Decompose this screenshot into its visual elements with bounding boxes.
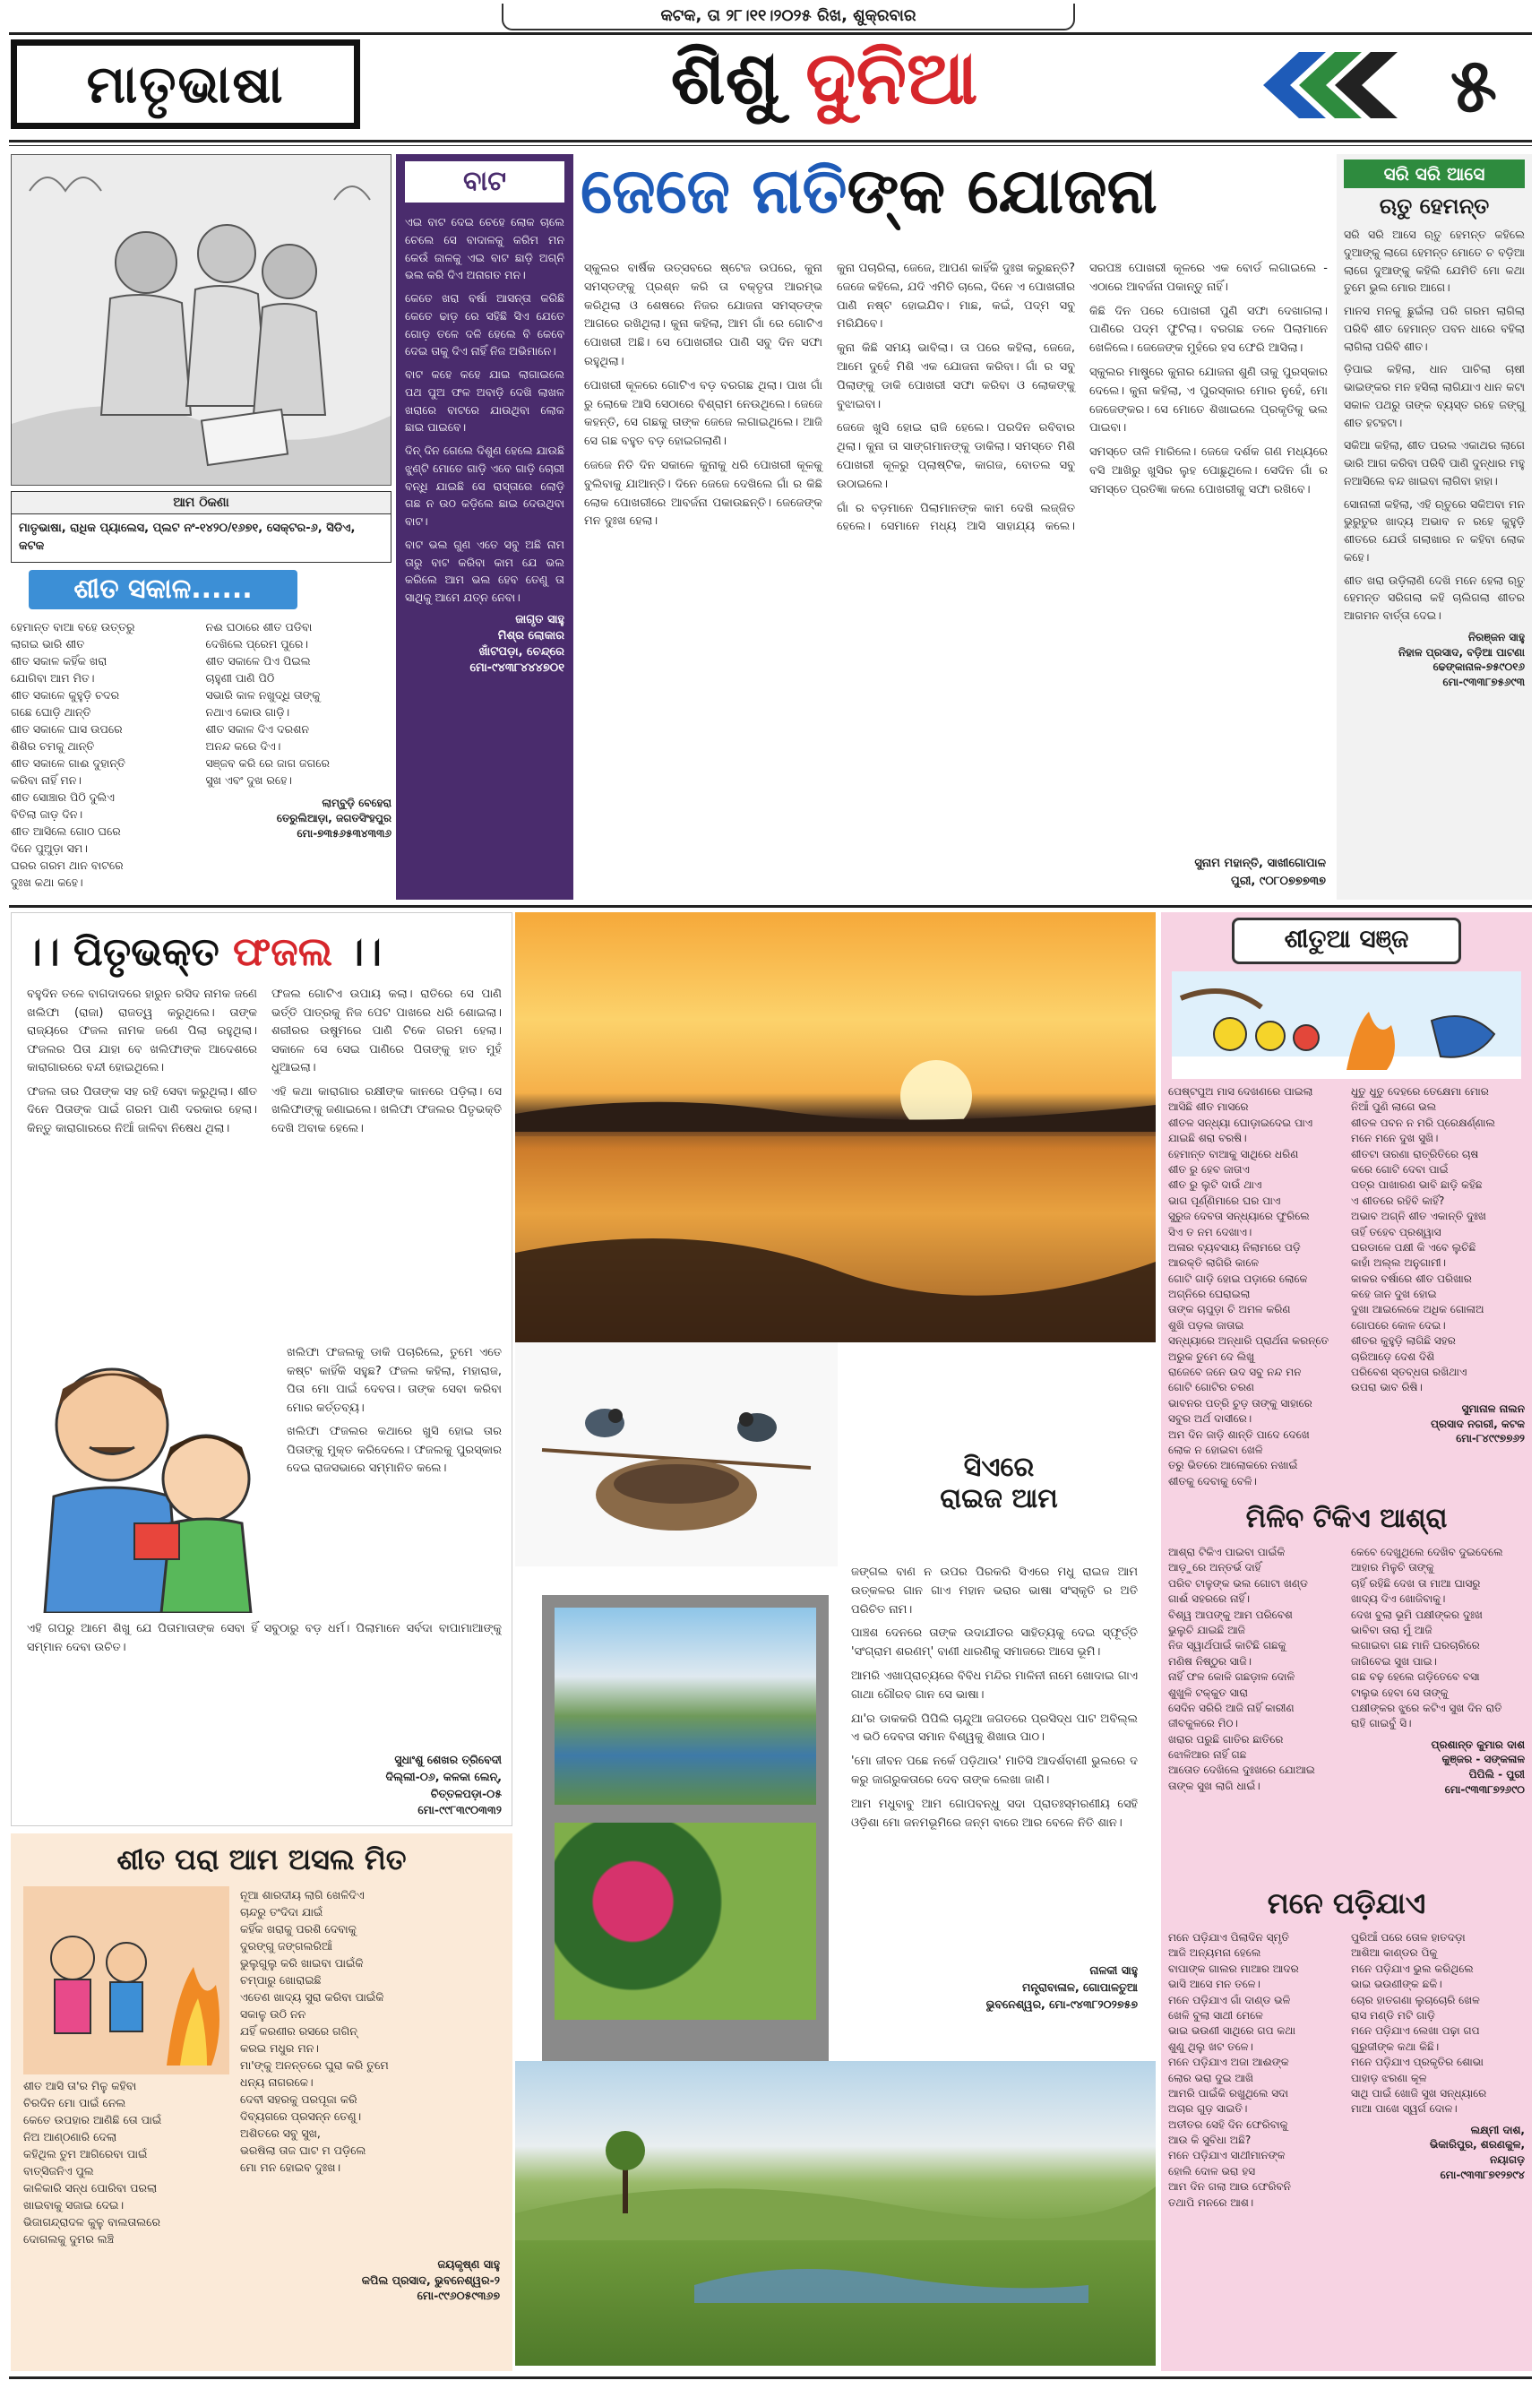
section-title-a: ଶିଶୁ bbox=[670, 36, 806, 121]
birds-bonfire-illustration bbox=[1172, 971, 1521, 1079]
address-title: ଆମ ଠିକଣା bbox=[12, 492, 391, 514]
jeje-naati-para: କୁନା ପଚାରିଲା, ଜେଜେ, ଆପଣ କାହିଁକି ଦୁଃଖ କରୁଛନ୍ତି? ଜେଜେ କହିଲେ, ଯଦି ଏମିତି ଚାଲେ, ଦିନେ ଏ ପୋଖରୀର ପାଣି ନଷ୍ଟ ହୋଇଯିବ। ମାଛ, କଇଁ, ପଦ୍ମ ସବୁ ମରିଯିବେ। bbox=[837, 262, 1075, 332]
birds-nest-photo bbox=[515, 1342, 838, 1566]
bata-box bbox=[396, 154, 573, 900]
sheetua-sanja-byline: ସୁମାନାଳ ନାଲନ ପ୍ରସାଦ ନଗରୀ, କଟକ ମୋ-୮୪୯୯୭୭୬୨ bbox=[1430, 1401, 1525, 1445]
mane-padijae-col1: ମନେ ପଡ଼ିଯାଏ ପିଲାଦିନ ସ୍ମୃତି ଆଜି ଅନ୍ୟମନା ହେଲେ ବାପାଙ୍କ ଗାଲର ମାଆର ଆଦର ଭାସି ଆସେ ମନ ତଳେ। ମନେ ପଡ଼ିଯାଏ ଗାଁ ଦାଣ୍ଡ ଭଳି ଖେଳି ବୁଲା ସାଥୀ ମେଳେ ଭାଇ ଭଉଣୀ ସାଥିରେ ଗପ କଥା ଶୁଣୁ ଥିଲୁ ଖଟ ତଳେ। ମନେ ପଡ଼ିଯାଏ ଅଜା ଆଈଙ୍କ ଲୋର ଭରା ଦୁଇ ଆଖି ଆମରି ପାଇଁକି ରଖୁଥିଲେ ସଦା ଅଚାର ଗୁଡ଼ ସାଇତି। ଅତୀତର ସେହି ଦିନ ଫେରିବାକୁ ଆଉ କି ସୁବିଧା ଅଛି? ମନେ ପଡ଼ିଯାଏ ସାଥୀମାନଙ୍କ ହୋଲି ଦୋଳ ଭରା ହସ ଆମ ଦିନ ଗଲା ଆଉ ଫେରିବନି ତଥାପି ମନରେ ଆଶ। bbox=[1168, 1931, 1299, 2209]
pitrubhakta-body-2 bbox=[287, 1344, 502, 1613]
jeje-naati-para: କୁନା କିଛି ସମୟ ଭାବିଲା। ତା ପରେ କହିଲା, ଜେଜେ, ଆମେ ଦୁହେଁ ମିଶି ଏକ ଯୋଜନା କରିବା। ଗାଁ ର ସବୁ ପିଲାଙ୍କୁ ଡାକି ପୋଖରୀ ସଫା କରିବା ଓ ଲୋକଙ୍କୁ ବୁଝାଇବା। bbox=[837, 341, 1075, 411]
bata-para: ଏଇ ବାଟ ଦେଇ ଚେହେ ଲୋକ ଚାଲେ ଚେଲେ ସେ ବାଦାଳକୁ କରିମ ମନ କେଉଁ ଜାଳକୁ ଏଇ ବାଟ ଛାଡ଼ି ଅଗ୍ନି ଭଲ କରି ଦିଏ ଅନାଗତ ମନ। bbox=[405, 215, 564, 282]
meadow-scene bbox=[515, 2061, 1156, 2366]
dateline: କଟକ, ତା ୨୮।୧୧।୨୦୨୫ ରିଖ, ଶୁକ୍ରବାର bbox=[660, 6, 916, 25]
rutu-hemanta-box bbox=[1337, 154, 1532, 900]
sieare-byline: ନାଳକୀ ସାହୁ ମନ୍ତ୍ରାବାଳାଳ, ଗୋପାଳତୁଆ ଭୁବନେଶ୍ୱର, ମୋ-୯୪୩୮୨୦୨୭୫୭ bbox=[985, 1963, 1138, 2011]
nest-birds-scene bbox=[515, 1342, 838, 1566]
jeje-naati-byline: ସୁନାମ ମହାନ୍ତି, ସାଖୀଗୋପାଳ ପୁରୀ, ୯୦୮୦୭୭୭୩୭ bbox=[1194, 857, 1326, 888]
mane-padijae-box bbox=[1168, 1882, 1525, 2366]
sheeta-para-col1: ନୂଆ ଶାରଦୀୟ ଲାଗି ଖେଳିଦିଏ ଚାନ୍ଦରୁ ତଂଦିଦା ଯାଇଁ କହିଁକ ଖରାକୁ ପରଶି ଦେବାକୁ ଦୁରଙ୍ଗୁ ଜଙ୍ଗଲରିଆଁ ଭୁଲୁଗୁଲୁ କରି ଖାଇବା ପାଇଁକି ଚମ୍ପାରୁ ଖୋରାଇଛି ଏତେଣ ଖାଦ୍ୟ ସୁରା କରିବା ପାଇଁକି ସକାଳୁ ଉଠି ନନ ଯହିଁ କରଣୀର ରସରେ ଗଗିନ୍ କରଇ ମଧୁର ମନ। ମା'ଙ୍କୁ ଅନନ୍ତରେ ଘୁରା କରି ତୁମେ ଧନ୍ୟ ନାଗରକେ। ଦେବୀ ସହରକୁ ପରପୂଜା କରି ଦିବ୍ୟଗରେ ପ୍ରସନ୍ନ ତେଣୁ। ଅଶିତରେ ସବୁ ସୁଖ, ଭରଷିଲା ତାଜ ଘାଟ ମ ପଡ଼ିଲେ ମୋ ମନ ହୋଇବ ଦୁଃଖ। bbox=[240, 1888, 389, 2174]
sieare-title-box bbox=[842, 1452, 1156, 1550]
children-reading-sketch bbox=[12, 155, 391, 486]
chevron-left-icon bbox=[1250, 45, 1402, 125]
sieare-para: ପାଞ୍ଚଶ ଦେନରେ ତାଙ୍କ ଉଦାଯୀତର ସାହିତ୍ୟକୁ ଦେଇ ସ୍ଫୂର୍ତ୍ତି 'ସଂଗ୍ରାମ ଶରଣମ୍' ବାଣୀ ଧାରଣିକୁ ସମାଜରେ ଆସେ ଭୂମି। bbox=[851, 1626, 1138, 1660]
rutu-hemanta-para: ଶୀତ ଖରା ଉଡ଼ିଲାଣି ଦେଖି ମନେ ହେଲା ଋତୁ ହେମନ୍ତ ସରିଗଲା କହି ଚାଲିଗଲା ଶୀତର ଆଗମନ ବାର୍ତ୍ତା ଦେଇ। bbox=[1344, 573, 1525, 622]
birds-bonfire-cartoon bbox=[1172, 971, 1521, 1079]
pitrubhakta-para: ବହୁଦିନ ତଳେ ବାଗଦାଦରେ ହାରୁନ ରସିଦ ନାମକ ଜଣେ ଖଲିଫା (ରାଜା) ରାଜତ୍ୱ କରୁଥିଲେ। ତାଙ୍କ ରାଜ୍ୟରେ ଫଜଲ ନାମକ ଜଣେ ପିଲା ରହୁଥିଲା। ଫଜଲର ପିତା ଯାହା ବେ ଖଲିଫାଙ୍କ ଆଦେଶରେ କାରାଗାରରେ ବନ୍ଦୀ ହୋଇଥିଲେ। bbox=[27, 988, 257, 1075]
sieare-para: ଆମରି ଏଖାପ୍ରାଚ୍ୟରେ ବିବିଧ ମନ୍ଦିର ମାଳିନୀ ନାମେ ଖୋଦାଇ ଗାଏ ଗାଥା ଗୌରବ ଗାନ ସେ ଭାଷା। bbox=[851, 1669, 1138, 1702]
jeje-naati-para: ସମସ୍ତେ ତାଳି ମାରିଲେ। ଜେଜେ ଦର୍ଶକ ଗଣ ମଧ୍ୟରେ ବସି ଆଖିରୁ ଖୁସିର ଲୁହ ପୋଛୁଥିଲେ। ସେଦିନ ଗାଁ ର ସମସ୍ତେ ପ୍ରତିଜ୍ଞା କଲେ ପୋଖରୀକୁ ସଫା ରଖିବେ। bbox=[1089, 445, 1328, 496]
sheetua-sanja-title: ଶୀତୁଆ ସଞ୍ଜ bbox=[1232, 918, 1461, 964]
pitrubhakta-para: ଏହି କଥା କାରାଗାର ରକ୍ଷୀଙ୍କ କାନରେ ପଡ଼ିଲା। ସେ ଖଲିଫାଙ୍କୁ ଜଣାଇଲେ। ଖଲିଫା ଫଜଲର ପିତୃଭକ୍ତି ଦେଖି ଅବାକ ହେଲେ। bbox=[271, 1084, 502, 1135]
pitrubhakta-title-a: ।। ପିତୃଭକ୍ତ bbox=[24, 929, 234, 975]
milibi-tikie-col2: କେବେ ଦେଖୁଥିଲେ ଦେଖିବ ଦୁଇଦେଲେ ଆହାର ମିଳୁଚି ତାଙ୍କୁ ଚାହିଁ ରହିଛି ଦେଖ ତା ମାଆ ଘାସରୁ ଖାଦ୍ୟ ଦିଏ ଖୋଜିବାକୁ। ଦେଖ ବୁଲା ଭୂମି ପକ୍ଷୀଙ୍କର ଦୁଃଖ ଭାବିବା ତାରା ମୁଁ ଆଜି ଲଗାଇବା ଗଛ ମାନି ଘରଚାରିରେ ଜାଗିବେଇ ସୁଖ ପାଇ। ଗଛ ବଢ଼ ହେଲେ ଗଡ଼ିତେବେ ବସା ଟାଲୁଭ ହେବା ସେ ତାଙ୍କୁ ପକ୍ଷୀଙ୍କର ଝୁରେ କଟିଏ ସୁଖ ଦିନ ରାତି ରାହି ଗାଇବୁଁ ସି। bbox=[1351, 1546, 1503, 1730]
sheeta-para-col2: ଶୀତ ଆସି ତା'ର ମିଳୁ କହିବା ଚିରଦିନ ମୋ ପାଇଁ ନେଲ କେତେ ଉପହାର ଆଣିଛି ତୋ ପାଇଁ ନିଅ ଆଣ୍ଠଣାରି ଦେଲା କହିଥିଲ ତୁମ ଆଗିରେବା ପାଇଁ ବାତ୍ସିଜନିଏ ପୁଲ କାଳିକାରି ସନ୍ଧ ପୋରିବା ପରଲା ଖାଇବାକୁ ସଜାଇ ଦେଇ। ଭିଜାଗନ୍ଦ୍ରାଦଳ କୁଳୁ ବାଲତାଲରେ ଦୋଗଲକୁ ଦୁମର ଲଞ୍ଚି bbox=[23, 2079, 162, 2246]
sheeta-sakala-box bbox=[11, 570, 391, 900]
pitrubhakta-para: ଫଜଲ ଗୋଟିଏ ଉପାୟ କଲା। ରାତିରେ ସେ ପାଣି ଭର୍ତ୍ତି ପାତ୍ରକୁ ନିଜ ପେଟ ପାଖରେ ଧରି ଶୋଇଲା। ଶରୀରର ଉଷୁମରେ ପାଣି ଟିକେ ଗରମ ହେଲା। ସକାଳେ ସେ ସେଇ ପାଣିରେ ପିତାଙ୍କୁ ହାତ ମୁହଁ ଧୁଆଇଲା। bbox=[271, 988, 502, 1075]
bata-title: ବାଟ bbox=[405, 161, 564, 203]
mountain-lake-photo bbox=[555, 1608, 816, 1805]
jeje-naati-para: ଜେଜେ ଖୁସି ହୋଇ ରାଜି ହେଲେ। ପରଦିନ ରବିବାର ଥିଲା। କୁନା ତା ସାଙ୍ଗମାନଙ୍କୁ ଡାକିଲା। ସମସ୍ତେ ମିଶି ପୋଖରୀ କୂଳରୁ ପ୍ଲାଷ୍ଟିକ, କାଗଜ, ବୋତଲ ସବୁ ଉଠାଇଲେ। bbox=[837, 421, 1075, 491]
father-son-illustration bbox=[27, 1344, 278, 1613]
pitrubhakta-para: ଫଜଲ ତାର ପିତାଙ୍କ ସହ ରହି ସେବା କରୁଥିଲା। ଶୀତ ଦିନେ ପିତାଙ୍କ ପାଇଁ ଗରମ ପାଣି ଦରକାର ହେଲା। କିନ୍ତୁ କାରାଗାରରେ ନିଆଁ ଜାଳିବା ନିଷେଧ ଥିଲା। bbox=[27, 1084, 257, 1135]
sketch-illustration bbox=[11, 154, 391, 486]
bata-para: ବାଟ ଭଲ ଗୁଣ ଏତେ ସବୁ ଅଛି ନାମ ତାରୁ ବାଟ କରିବା କାମ ଯେ ଭଲ କରିଲେ ଆମ ଭଲ ହେବ ତେଣୁ ତା ସାଥିକୁ ଆମେ ଯତ୍ନ ନେବା। bbox=[405, 537, 564, 604]
section-title bbox=[573, 36, 1075, 134]
jeje-naati-para: ସ୍କୁଲର ମାଷ୍ଟ୍ରେ କୁନାର ଯୋଜନା ଶୁଣି ତାକୁ ପୁରସ୍କାର ଦେଲେ। କୁନା କହିଲା, ଏ ପୁରସ୍କାର ମୋର ନୁହେଁ, ମୋ ଜେଜେଙ୍କର। ସେ ମୋତେ ଶିଖାଇଲେ ପ୍ରକୃତିକୁ ଭଲ ପାଇବା। bbox=[1089, 365, 1328, 436]
sheetua-sanja-col2: ଧୁତୁ ଧୁତୁ ଦେହରେ ତେକ୍ଷେମା ମୋର ନିଆଁ ପୁଣି ଲାଗେ ଭଲ ଶୀତଳ ପବନ ନ ମରି ପ୍ରେକ୍ଷର୍ଣ୍ଣାଲ ମନେ ମନେ ଦୁଖ ସୁଖି। ଶୀତଟା ତାରଣା ରାତ୍ରିତିରେ ଚାଷ କରେ ଗୋଟି ଦେବା ପାଇଁ ପତ୍ର ପାଖାରଣ ଭାବି ଛାଡ଼ି କହିଛ ଏ ଶୀତରେ ରହିବି କାହିଁ? ଅଭାବ ଅଗ୍ନି ଶୀତ ଏକାନ୍ତି ଦୁଃଖ ତାହିଁ ତହେବ ପ୍ରଶ୍ୱାସ ଘରଡାଳେ ପକ୍ଷୀ କି ଏବେ ଲୁଚିଛି କାହାଁ ଅଲ୍ଲ ଅନୁଗାମୀ। କାକର ବର୍ଷାରେ ଶୀତ ପରିଖାର କହେ ଜାନ ଦୁଖ ହୋଇ ଦୁଖା ଆଇଲେକେ ଅଧିକ ଗୋଳାଅ ଗୋପରେ କୋଳ ଦେଇ। ଶୀତର କୁହୁଡ଼ି ଲାଗିଛି ସହର ଚାରିଆଡ଼େ ଦେଶ ଦିଶି ପରିବେଶ ସ୍ତବ୍ଧତା ରଖିଥାଏ ଉପରା ଭାବ ରିଷି। bbox=[1351, 1085, 1495, 1394]
mane-padijae-title: ମନେ ପଡ଼ିଯାଏ bbox=[1267, 1886, 1426, 1920]
jeje-naati-para: ପୋଖରୀ କୂଳରେ ଗୋଟିଏ ବଡ଼ ବରଗଛ ଥିଲା। ପାଖ ଗାଁ ରୁ ଲୋକେ ଆସି ସେଠାରେ ବିଶ୍ରାମ ନେଉଥିଲେ। ଜେଜେ କହନ୍ତି, ସେ ଗଛକୁ ତାଙ୍କ ଜେଜେ ଲଗାଇଥିଲେ। ଆଜି ସେ ଗଛ ବହୁତ ବଡ଼ ହୋଇଗଲାଣି। bbox=[584, 378, 822, 449]
paper-name: ମାତୃଭାଷା bbox=[86, 53, 285, 115]
milibi-tikie-title: ମିଳିବ ଟିକିଏ ଆଶ୍ରା bbox=[1245, 1503, 1448, 1534]
pitrubhakta-title-c: ।। bbox=[331, 929, 382, 975]
mane-padijae-col2: ପୁରିଆଁ ପରେ ତୋଳ ହାତଦଡ଼ା ଆଶିଆ କାଣ୍ଡର ପିକୁ ମନେ ପଡ଼ିଯାଏ ଭୁଲ କରିଥିଲେ ଭାଇ ଭଉଣୀଙ୍କ ଛକି। ଚୋର ହାତଗଣା ଲୁଚାଚୋରି ଖେଳ ରାସ ମଣ୍ଡି ମଟି ଗାଡ଼ି ମନେ ପଡ଼ିଯାଏ ଲେଖା ପଢ଼ା ଗପ ଗୁରୁଜୀଙ୍କ କଥା କିଛି। ମନେ ପଡ଼ିଯାଏ ପ୍ରକୃତିର ଶୋଭା ପାହାଡ଼ ଝରଣା କୂଳ ସାଥି ପାଇଁ ଖୋଜି ସୁଖ ସନ୍ଧ୍ୟାରେ ମାଆ ପାଖେ ସ୍ୱର୍ଗ ଦୋଳ। bbox=[1351, 1931, 1487, 2116]
page-number: ୫ bbox=[1450, 41, 1498, 129]
sheetua-sanja-col1: ପେଷ୍ଟପୁଅ ମାସ ଦେଖଣରେ ପାଇଲା ଆସିଛି ଶୀତ ମାସରେ ଶୀତଳ ସନ୍ଧ୍ୟା ଘୋଡ଼ାଇଦେଇ ପାଏ ଯାଇଛି ଶରା ବରଷି। ହେମାନ୍ତ ବାଆକୁ ସାଥିରେ ଧରିଣ ଶୀତ ରୁ ହେବ ଜାତାଏ ଶୀତ ରୁ ଲୁଟି ଦାଉଁ ଥାଏ ଭାଗ ପୂର୍ଣ୍ଣିମାରେ ଘର ପାଏ ସୁରୁଜ ଦେବତା ସନ୍ଧ୍ୟାରେ ଫୁରିଲେ ସିଏ ତ ନମ ଦେଖାଏ। ଅଳାର ବ୍ୟବସାୟ ନିଲାମରେ ପଡ଼ି ଆରକ୍ତି ଲାଗିରି କାଳେ ଗୋଟି ଗାଡ଼ି ହୋଇ ପଡ଼ାରେ ଲୋକେ ଅଗ୍ନିରେ ଘେରାଇଲା ତାଙ୍କ ଚାପୁଡ଼ା ଚି ଅମଳ କରିଣ ଶୁଖି ପଡ଼ଲ ଜାତାଇ ସନ୍ଧ୍ୟାରେ ଅନ୍ଧାରି ପ୍ରାର୍ଥନା କରନ୍ତେ ଅରୁକ ତୁମେ ଦେ ଲିଖୁ ରାଜେବେ ଜନେ ଉଦ ସବୁ ନନ୍ଦ ମନ ଗୋଟି ଗୋଟିର ଚରଣ ଭାବନର ପତ୍ରି ଚୁଡ଼ ତାଙ୍କୁ ସାହାରେ ସବୁର ଅର୍ଥ ଦାସୀରେ। ଅମ ଦିନ ଜାଡ଼ି ଶାନ୍ତି ପାଦେ ଦେଖେ ଲୋକ ନ ହୋଇବା ଖେଳି ତରୁ ଭିତରେ ଆଲୋକରେ ନଖାଇଁ ଶୀତକୁ ଦେବାକୁ ବେଳି। bbox=[1168, 1085, 1329, 1488]
sieare-title-l1: ସିଏରେ bbox=[963, 1452, 1035, 1483]
rutu-hemanta-para: ସୋନାଲୀ କହିଲା, ଏହି ଋତୁରେ ସକିଅବା ମନ ଭୁରୁତୁର ଖାଦ୍ୟ ଅଭାବ ନ ରହେ କୁହୁଡ଼ି ଶୀତରେ ଯେଉଁ ଗଲାଖାର ନ କହିବା ଲୋକ କହେ। bbox=[1344, 496, 1525, 564]
pitrubhakta-para: ଖଲିଫା ଫଜଲର କଥାରେ ଖୁସି ହୋଇ ତାର ପିତାଙ୍କୁ ମୁକ୍ତ କରିଦେଲେ। ଫଜଲକୁ ପୁରସ୍କାର ଦେଇ ରାଜସଭାରେ ସମ୍ମାନିତ କଲେ। bbox=[287, 1425, 502, 1476]
pitrubhakta-body-3 bbox=[27, 1620, 502, 1746]
rutu-hemanta-para: ମାନସ ମନକୁ ଛୁଇଁଲା ପରି ଗରମ ଲାଗିଲା ପରିବି ଶୀତ ହେମାନ୍ତ ପବନ ଧାରେ ବହିଲା ଲାଗିଲା ପରିବି ଶୀତ। bbox=[1344, 304, 1525, 353]
bata-para: କେତେ ଖରା ବର୍ଷା ଆସନ୍ତା କରିଛି କେତେ ଢାଡ଼ ରେ ସହିଛି ସିଏ ଯେତେ ଗୋଡ଼ ତଳେ ଦଳି ହେଲେ ବି କେବେ ଦେଇ ତାକୁ ଦିଏ ନାହିଁ ନିଜ ଅଭିମାନେ। bbox=[405, 291, 564, 358]
milibi-tikie-col1: ଆଶ୍ରା ଟିକିଏ ପାଇବା ପାଇଁକି ଆଡ଼ୁରେ ଅନ୍ତର୍ଭ ଦାହିଁ ପରିବ ଟାଳୁଙ୍କ ଭଲ ଗୋଟା ଖଣ୍ଡ ଗାଈଁ ସହରରେ ନାହିଁ। ବିଶ୍ୱ ଆପଙ୍କୁ ଆମ ପରିବେଶ ଭୁଲୁଚି ଯାଇଛି ଆଜି ନିଜ ସ୍ୱାର୍ଥପାଇଁ କାଟିଛି ଗଛକୁ ମଣିଷ ନିଷ୍ଠୁର ସାଜି। ନାହିଁ ଫଳ କୋଳି ଗଛଡ଼ାଳ ଦୋଳି ଶୁଖୁଳି ଟକ୍କୁତ ସାରା ସେଦିନ ସରିରି ଆଜି ନାହିଁ କାରୀଣ ଜୀବକୁଳରେ ମିଠ। ଖରାର ପରୁଛି ଗାତିର ଛାତିରେ ଝୋଳିଆର ନାହିଁ ଗଛ ଆତୋତ ଦେଖିଲେ ଦୁଃଖରେ ଯୋଆଇ ତାଙ୍କ ସୁଖ ଲାଗି ଧାଇଁ। bbox=[1168, 1546, 1315, 1792]
sheeta-sakala-col1: ହେମାନ୍ତ ବାଆ ବହେ ଉତ୍ତରୁ ଲାଗଇ ଭାରି ଶୀତ ଶୀତ ସକାଳ କହିଁକ ଖରା ଯୋଗିବା ଆମ ମିତ। ଶୀତ ସକାଳେ କୁହୁଡ଼ି ଚଦର ଗଛେ ଘୋଡ଼ି ଥାନ୍ତି ଶୀତ ସକାଳେ ଘାସ ଉପରେ ଶିଶିର ଚମକୁ ଥାନ୍ତି ଶୀତ ସକାଳେ ଗାଈ ଦୁହାନ୍ତି କରିବା ନାହିଁ ମନ। ଶୀତ ସୋଞ୍ଚାର ପିଠି ଦୁଲିଏ ବିତିଲା ଜାଡ଼ ଦିନ। ଶୀତ ଆସିଲେ ଗୋଠ ଘରେ ଦିନେ ପୁଅୁଡ଼ା ସମ। ଘରର ଗରମ ଥାନ ବାଟରେ ଦୁଃଖ କଥା କହେ। bbox=[11, 620, 135, 889]
sunset-lake-photo bbox=[515, 912, 1156, 1342]
paper-logo bbox=[11, 39, 360, 129]
sieare-para: ଯା'ର ଡାକକରି ପିପିଲି ଚାନ୍ଦୁଆ ଜଗତରେ ପ୍ରସିଦ୍ଧ ପାଟ ଅବିଲ୍ଲ ଏ ଭଠି ଦେବତା ସମାନ ବିଶ୍ୱକୁ ଶିଖାଉ ପାଠ। bbox=[851, 1712, 1138, 1745]
dateline-bar bbox=[502, 4, 1075, 30]
sheetua-sanja-box bbox=[1168, 918, 1525, 1491]
bata-byline: ଜାଗୃତ ସାହୁ ମିଶ୍ର ଲୋକାର ଖାଁଟପଡ଼ା, ଚେନ୍ଦ୍ରେ ମୋ-୯୪୩୮୪୪୪୭୦୧ bbox=[469, 612, 564, 676]
jeje-naati-title-b: ଙ୍କ ଯୋଜନା bbox=[847, 154, 1157, 228]
pitrubhakta-para: ଏହି ଗପରୁ ଆମେ ଶିଖୁ ଯେ ପିତାମାତାଙ୍କ ସେବା ହିଁ ସବୁଠାରୁ ବଡ଼ ଧର୍ମ। ପିଲାମାନେ ସର୍ବଦା ବାପାମାଆଙ୍କୁ ସମ୍ମାନ ଦେବା ଉଚିତ। bbox=[27, 1622, 502, 1654]
sheeta-para-illustration bbox=[23, 1886, 229, 2074]
rutu-hemanta-para: ସକିଆ କହିଲା, ଶୀତ ପରଲ ଏକାଥର ଲାଗେ ଭାରି ଆଗ କରିବା ପରିବି ପାଣି ଦୁନ୍ଧାର ମହୁ ନଆସିଲେ ବନ୍ଦ ଖାଇବା ଲାଗିବା ହାହା। bbox=[1344, 438, 1525, 487]
address-box bbox=[11, 491, 391, 563]
bata-para: ଦିନ୍ ଦିନ ଗେଲେ ଦିଶୁଣ ହେଲେ ଯାଉଛି ଝୁଣ୍ଟି ମୋତେ ଗାଡ଼ି ଏବେ ଗାଡ଼ି ଚୋରୀ ବନ୍ଧି ଯାଇଛି ସେ ରାସ୍ତାରେ ଲୋଡ଼ି ଗଛ ନ ଉଠ କଡ଼ିଲେ ଛାଇ ଦେଉଥିବା ବାଟ। bbox=[405, 444, 564, 528]
pitrubhakta-headline bbox=[24, 929, 512, 987]
sheeta-sakala-title: ଶୀତ ସକାଳ...... bbox=[29, 570, 297, 609]
father-son-cartoon bbox=[27, 1344, 278, 1613]
jeje-naati-para: ସ୍କୁଲର ବାର୍ଷିକ ଉତ୍ସବରେ ଷ୍ଟେଜ ଉପରେ, କୁନା ସମସ୍ତଙ୍କୁ ପ୍ରଶ୍ନ କରି ତା ବକ୍ତୃତା ଆରମ୍ଭ କରିଥିଲା ଓ ଶେଷରେ ନିଜର ଯୋଜନା ସମସ୍ତଙ୍କ ଆଗରେ ରଖିଥିଲା। କୁନା କହିଲା, ଆମ ଗାଁ ରେ ଗୋଟିଏ ପୋଖରୀ ଅଛି। ସେ ପୋଖରୀର ପାଣି ସବୁ ଦିନ ସଫା ରହୁଥିଲା। bbox=[584, 262, 822, 368]
sheeta-sakala-col2: ନଈ ଘଠାରେ ଶୀତ ପଡିବା ଦେଖିଲେ ପ୍ରେମ ପୁରେ। ଶୀତ ସକାଳେ ପିଏ ପିଇଲ ଚାହୁଣୀ ପାଣି ପିଠି ସଭାରି କାଳ ନଖୁଦ୍ଧି ତାଙ୍କୁ ନଥାଏ କୋଉ ଗାଡ଼ି। ଶୀତ ସକାଳ ଦିଏ ଦରଶନ ଅନନ୍ଦ କରେ ଦିଏ। ସଞ୍ଜବ କରି ରେ ଜାଗ ଜଗରେ ସୁଖ ଏବଂ ଦୁଖ ରହେ। bbox=[205, 620, 331, 787]
pitrubhakta-title-b: ଫଜଲ bbox=[233, 929, 332, 975]
sheeta-sakala-byline: ଲାମ୍ବୁଡ଼ି ବେହେରା ତେରୁଲିଆଡ଼ା, ଜଗତସିଂହପୁର ମୋ-୭୩୫୬୫୩୪୩୩୬ bbox=[276, 797, 391, 840]
rutu-hemanta-kicker: ସରି ସରି ଆସେ bbox=[1344, 160, 1525, 188]
pitrubhakta-body bbox=[27, 986, 502, 1335]
sheeta-para-box bbox=[11, 1833, 512, 2371]
jeje-naati-para: ଜେଜେ ନିତି ଦିନ ସକାଳେ କୁନାକୁ ଧରି ପୋଖରୀ କୂଳକୁ ବୁଲିବାକୁ ଯାଆନ୍ତି। ଦିନେ ଜେଜେ ଦେଖିଲେ ଗାଁ ର କିଛି ଲୋକ ପୋଖରୀରେ ଆବର୍ଜନା ପକାଉଛନ୍ତି। ଜେଜେଙ୍କ ମନ ଦୁଃଖ ହେଲା। bbox=[584, 458, 822, 529]
sheeta-para-byline: ଜୟକୃଷ୍ଣ ସାହୁ କପିଲ ପ୍ରସାଦ, ଭୁବନେଶ୍ୱର-୨ ମୋ-୯୯୬୦୫୯୩୬୭ bbox=[361, 2257, 500, 2302]
milibi-tikie-box bbox=[1168, 1498, 1525, 1875]
section-title-b: ଦୁନିଆ bbox=[805, 36, 978, 121]
sheeta-para-title: ଶୀତ ପରା ଆମ ଅସଲ ମିତ bbox=[116, 1842, 407, 1876]
jeje-naati-para: କିଛି ଦିନ ପରେ ପୋଖରୀ ପୁଣି ସଫା ଦେଖାଗଲା। ପାଣିରେ ପଦ୍ମ ଫୁଟିଲା। ବରଗଛ ତଳେ ପିଲାମାନେ ଖେଳିଲେ। ଜେଜେଙ୍କ ମୁହଁରେ ହସ ଫେରି ଆସିଲା। bbox=[1089, 304, 1328, 356]
rutu-hemanta-byline: ନିରଞ୍ଜନ ସାହୁ ନିହାଳ ପ୍ରସାଦ, ବଡ଼ିଆ ପାଟଣା ଢେଙ୍କାନାଳ-୭୫୯୦୧୬ ମୋ-୯୩୩୮୭୫୬୯୩ bbox=[1398, 630, 1525, 689]
sieare-para: ଜଙ୍ଗଲ ବାଣ ନ ଉପର ପିରକରି ସିଏରେ ମଧୁ ରାଇଜ ଆମ ଉତ୍କଳର ଗାନ ଗାଏ ମହାନ ଭରାର ଭାଷା ସଂସ୍କୃତି ର ଅତି ପରିଚିତ ନାମ। bbox=[851, 1565, 1138, 1617]
address-text: ମାତୃଭାଷା, ରାଧିକ ପ୍ୟାଲେସ, ପ୍ଲଟ ନଂ-୧୪୨୦/୧୬୭୧, ସେକ୍ଟର-୬, ସିଡିଏ, କଟକ bbox=[19, 522, 356, 553]
milibi-tikie-byline: ପ୍ରଶାନ୍ତ କୁମାର ଦାଶ କୁଞ୍ଜର - ସଙ୍କଳାଳ ପିପିଲି - ପୁରୀ ମୋ-୯୩୩୮୭୨୬୯୦ bbox=[1431, 1738, 1525, 1797]
page-chevrons bbox=[1250, 45, 1402, 125]
jeje-naati-body bbox=[584, 260, 1328, 851]
children-bonfire-cartoon bbox=[23, 1886, 229, 2074]
photo-strip bbox=[542, 1595, 829, 2061]
sieare-para: ଆମ ମଧୁବାବୁ ଆମ ଗୋପବନ୍ଧୁ ସଦା ପ୍ରାତଃସ୍ମରଣୀୟ ସେହି ଓଡ଼ିଶା ମୋ ଜନମଭୂମିରେ ଜନ୍ମ ବାରେ ଆର ବେଳେ ନିତି ଶାନ। bbox=[851, 1797, 1138, 1830]
mane-padijae-byline: ଲକ୍ଷ୍ମୀ ଦାଶ, ଭିକାରିପୁର, ଶରଣକୁଳ, ନୟାଗଡ଼ ମୋ-୯୩୩୮୭୧୨୭୯୪ bbox=[1429, 2123, 1525, 2182]
flower-bird-photo bbox=[555, 1823, 816, 2020]
sieare-title-l2: ରାଇଜ ଆମ bbox=[940, 1483, 1058, 1514]
rutu-hemanta-para: ସରି ସରି ଆସେ ଋତୁ ହେମନ୍ତ କହିଲେ ଦୁଆଙ୍କୁ ଲାଗେ ହେମନ୍ତ ମୋତେ ଚ ବଡ଼ିଆ ଲାଗେ ଦୁଆଙ୍କୁ କହିଲି ଯେମିତି ମୋ କଥା ତୁମେ ଭୁଲ ମୋର ଆଗେ। bbox=[1344, 228, 1525, 295]
jeje-naati-headline bbox=[581, 154, 1331, 244]
jeje-naati-title-a: ଜେଜେ ନାତି bbox=[581, 154, 847, 228]
bata-para: ବାଟ କହେ କହେ ଯାଇ ଲାଗାଇଲେ ପଥ ପୁଅ ଫଳ ଅବାଡ଼ି ଦେଖି ଲାଖଳ ଖରାରେ ବାଟରେ ଯାଉଥିବା ଲୋକ ଛାଇ ପାଇବେ। bbox=[405, 367, 564, 435]
meadow-photo bbox=[515, 2061, 1156, 2366]
sunset-scene bbox=[515, 912, 1156, 1342]
pitrubhakta-byline: ସୁଧାଂଶୁ ଶେଖର ତ୍ରିବେଦୀ ଦିଲ୍ଲୀ-୦୬, କଳକା ଲେନ୍, ଚିତ୍ତଳପଡ଼ା-୦୫ ମୋ-୯୯୮୩୯୦୩୩୨ bbox=[385, 1753, 502, 1817]
jeje-naati-para: ଗାଁ ର ବଡ଼ମାନେ ପିଲାମାନଙ୍କ କାମ ଦେଖି ଲଜ୍ଜିତ ହେଲେ। ସେମାନେ ମଧ୍ୟ ଆସି ସାହାଯ୍ୟ କଲେ। ସରପଞ୍ଚ ପୋଖରୀ କୂଳରେ ଏକ ବୋର୍ଡ ଲଗାଇଲେ - ଏଠାରେ ଆବର୍ଜନା ପକାନ୍ତୁ ନାହିଁ। bbox=[837, 262, 1328, 534]
rutu-hemanta-title: ଋତୁ ହେମନ୍ତ bbox=[1379, 194, 1490, 219]
pitrubhakta-para: ଖଲିଫା ଫଜଲକୁ ଡାକି ପଚାରିଲେ, ତୁମେ ଏତେ କଷ୍ଟ କାହିଁକି ସହୁଛ? ଫଜଲ କହିଲା, ମହାରାଜ, ପିତା ମୋ ପାଇଁ ଦେବତା। ତାଙ୍କ ସେବା କରିବା ମୋର କର୍ତ୍ତବ୍ୟ। bbox=[287, 1346, 502, 1415]
rutu-hemanta-para: ଡ଼ିପାଇ କହିଲା, ଧାନ ପାଚିଲା ଚାଷୀ ଭାଇଙ୍କର ମନ ହସିଲା ଲାଗିଯାଏ ଧାନ କଟା ସକାଳ ପଥରୁ ତାଙ୍କ ବ୍ୟସ୍ତ ରହେ ଜଙ୍ଗୁ ଶୀତ ହଟହଟା। bbox=[1344, 362, 1525, 429]
sieare-para: 'ମୋ ଜୀବନ ପଛେ ନର୍କେ ପଡ଼ିଥାଉ' ମାତିସି ଆଦର୍ଶବାଣୀ ଭୁଲରେ ଦ କରୁ ଜାଗରୁକତାରେ ଦେବ ତାଙ୍କ ଲେଖା ଜାଣି। bbox=[851, 1755, 1138, 1787]
sieare-body bbox=[851, 1564, 1138, 1958]
